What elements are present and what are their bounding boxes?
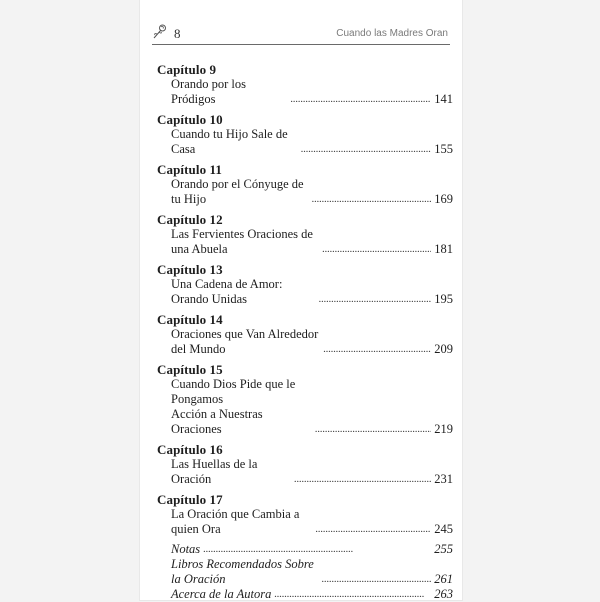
chapter-heading: Capítulo 9 (157, 62, 217, 77)
chapter-title-line: Las Huellas de la Oración (171, 457, 258, 486)
rose-icon (152, 22, 170, 40)
page-reference: 181 (434, 242, 453, 256)
chapter-title (171, 127, 298, 157)
back-matter-entry (157, 557, 453, 587)
chapter-heading: Capítulo 10 (157, 112, 223, 127)
toc-chapter (157, 262, 453, 307)
chapter-heading: Capítulo 15 (157, 362, 223, 377)
dot-leader (315, 522, 431, 537)
running-title: Cuando las Madres Oran (336, 28, 448, 39)
dot-leader (323, 342, 431, 357)
dot-leader (301, 142, 432, 157)
page-reference: 231 (434, 472, 453, 486)
chapter-title (171, 177, 309, 207)
dot-leader (322, 572, 432, 587)
chapter-entry (157, 457, 453, 487)
back-matter-title: Libros Recomendados Sobre la Oración (171, 557, 314, 586)
chapter-title-line: Orando por el Cónyuge de tu Hijo (171, 177, 304, 206)
chapter-title-line: Cuando Dios Pide que le Pongamos (171, 377, 296, 406)
page-reference: 141 (434, 92, 453, 106)
chapter-title (171, 327, 320, 357)
chapter-entry (157, 177, 453, 207)
chapter-title (171, 377, 312, 437)
back-matter-title: Acerca de la Autora (171, 587, 272, 601)
chapter-title-line: Una Cadena de Amor: Orando Unidas (171, 277, 283, 306)
chapter-title (171, 457, 291, 487)
chapter-entry (157, 227, 453, 257)
chapter-entry (157, 327, 453, 357)
chapter-title-line: Oraciones que Van Alrededor del Mundo (171, 327, 319, 356)
chapter-title-line: Acción a Nuestras Oraciones (171, 407, 263, 436)
toc-chapter (157, 112, 453, 157)
chapter-heading: Capítulo 16 (157, 442, 223, 457)
chapter-entry (157, 377, 453, 437)
chapter-heading: Capítulo 13 (157, 262, 223, 277)
page-reference: 209 (434, 342, 453, 356)
chapter-title-line: La Oración que Cambia a quien Ora (171, 507, 300, 536)
back-matter (157, 542, 453, 602)
chapter-title (171, 77, 287, 107)
dot-leader (312, 192, 432, 207)
chapter-title-line: Las Fervientes Oraciones de una Abuela (171, 227, 313, 256)
chapter-title-line: Cuando tu Hijo Sale de Casa (171, 127, 288, 156)
chapter-heading: Capítulo 12 (157, 212, 223, 227)
toc-chapter (157, 312, 453, 357)
toc-chapter (157, 362, 453, 437)
chapter-entry (157, 127, 453, 157)
toc-chapter (157, 62, 453, 107)
dot-leader (290, 92, 431, 107)
chapter-entry (157, 277, 453, 307)
chapter-heading: Capítulo 14 (157, 312, 223, 327)
back-matter-title: Notas (171, 542, 201, 556)
chapter-entry (157, 77, 453, 107)
chapter-entry (157, 507, 453, 537)
page-number: 8 (174, 26, 181, 41)
dot-leader (315, 422, 432, 437)
toc-chapter (157, 162, 453, 207)
chapter-heading: Capítulo 11 (157, 162, 223, 177)
page-reference: 219 (434, 422, 453, 436)
page-reference: 263 (434, 587, 453, 601)
chapter-heading: Capítulo 17 (157, 492, 223, 507)
chapter-title (171, 507, 312, 537)
table-of-contents (157, 62, 453, 602)
page-reference: 169 (434, 192, 453, 206)
chapter-title-line: Orando por los Pródigos (171, 77, 246, 106)
dot-leader (294, 472, 431, 487)
toc-chapter (157, 442, 453, 487)
page-reference: 155 (434, 142, 453, 156)
dot-leader (322, 242, 431, 257)
toc-chapter (157, 212, 453, 257)
page-header (152, 26, 450, 45)
page-reference: 245 (434, 522, 453, 536)
page-reference: 195 (434, 292, 453, 306)
dot-leader (318, 292, 431, 307)
toc-chapter (157, 492, 453, 537)
book-page (140, 0, 462, 600)
back-matter-entry (157, 542, 453, 557)
page-reference: 255 (434, 542, 453, 556)
chapter-title (171, 277, 315, 307)
dot-leader (203, 542, 431, 557)
chapter-title (171, 227, 319, 257)
page-reference: 261 (434, 572, 453, 586)
